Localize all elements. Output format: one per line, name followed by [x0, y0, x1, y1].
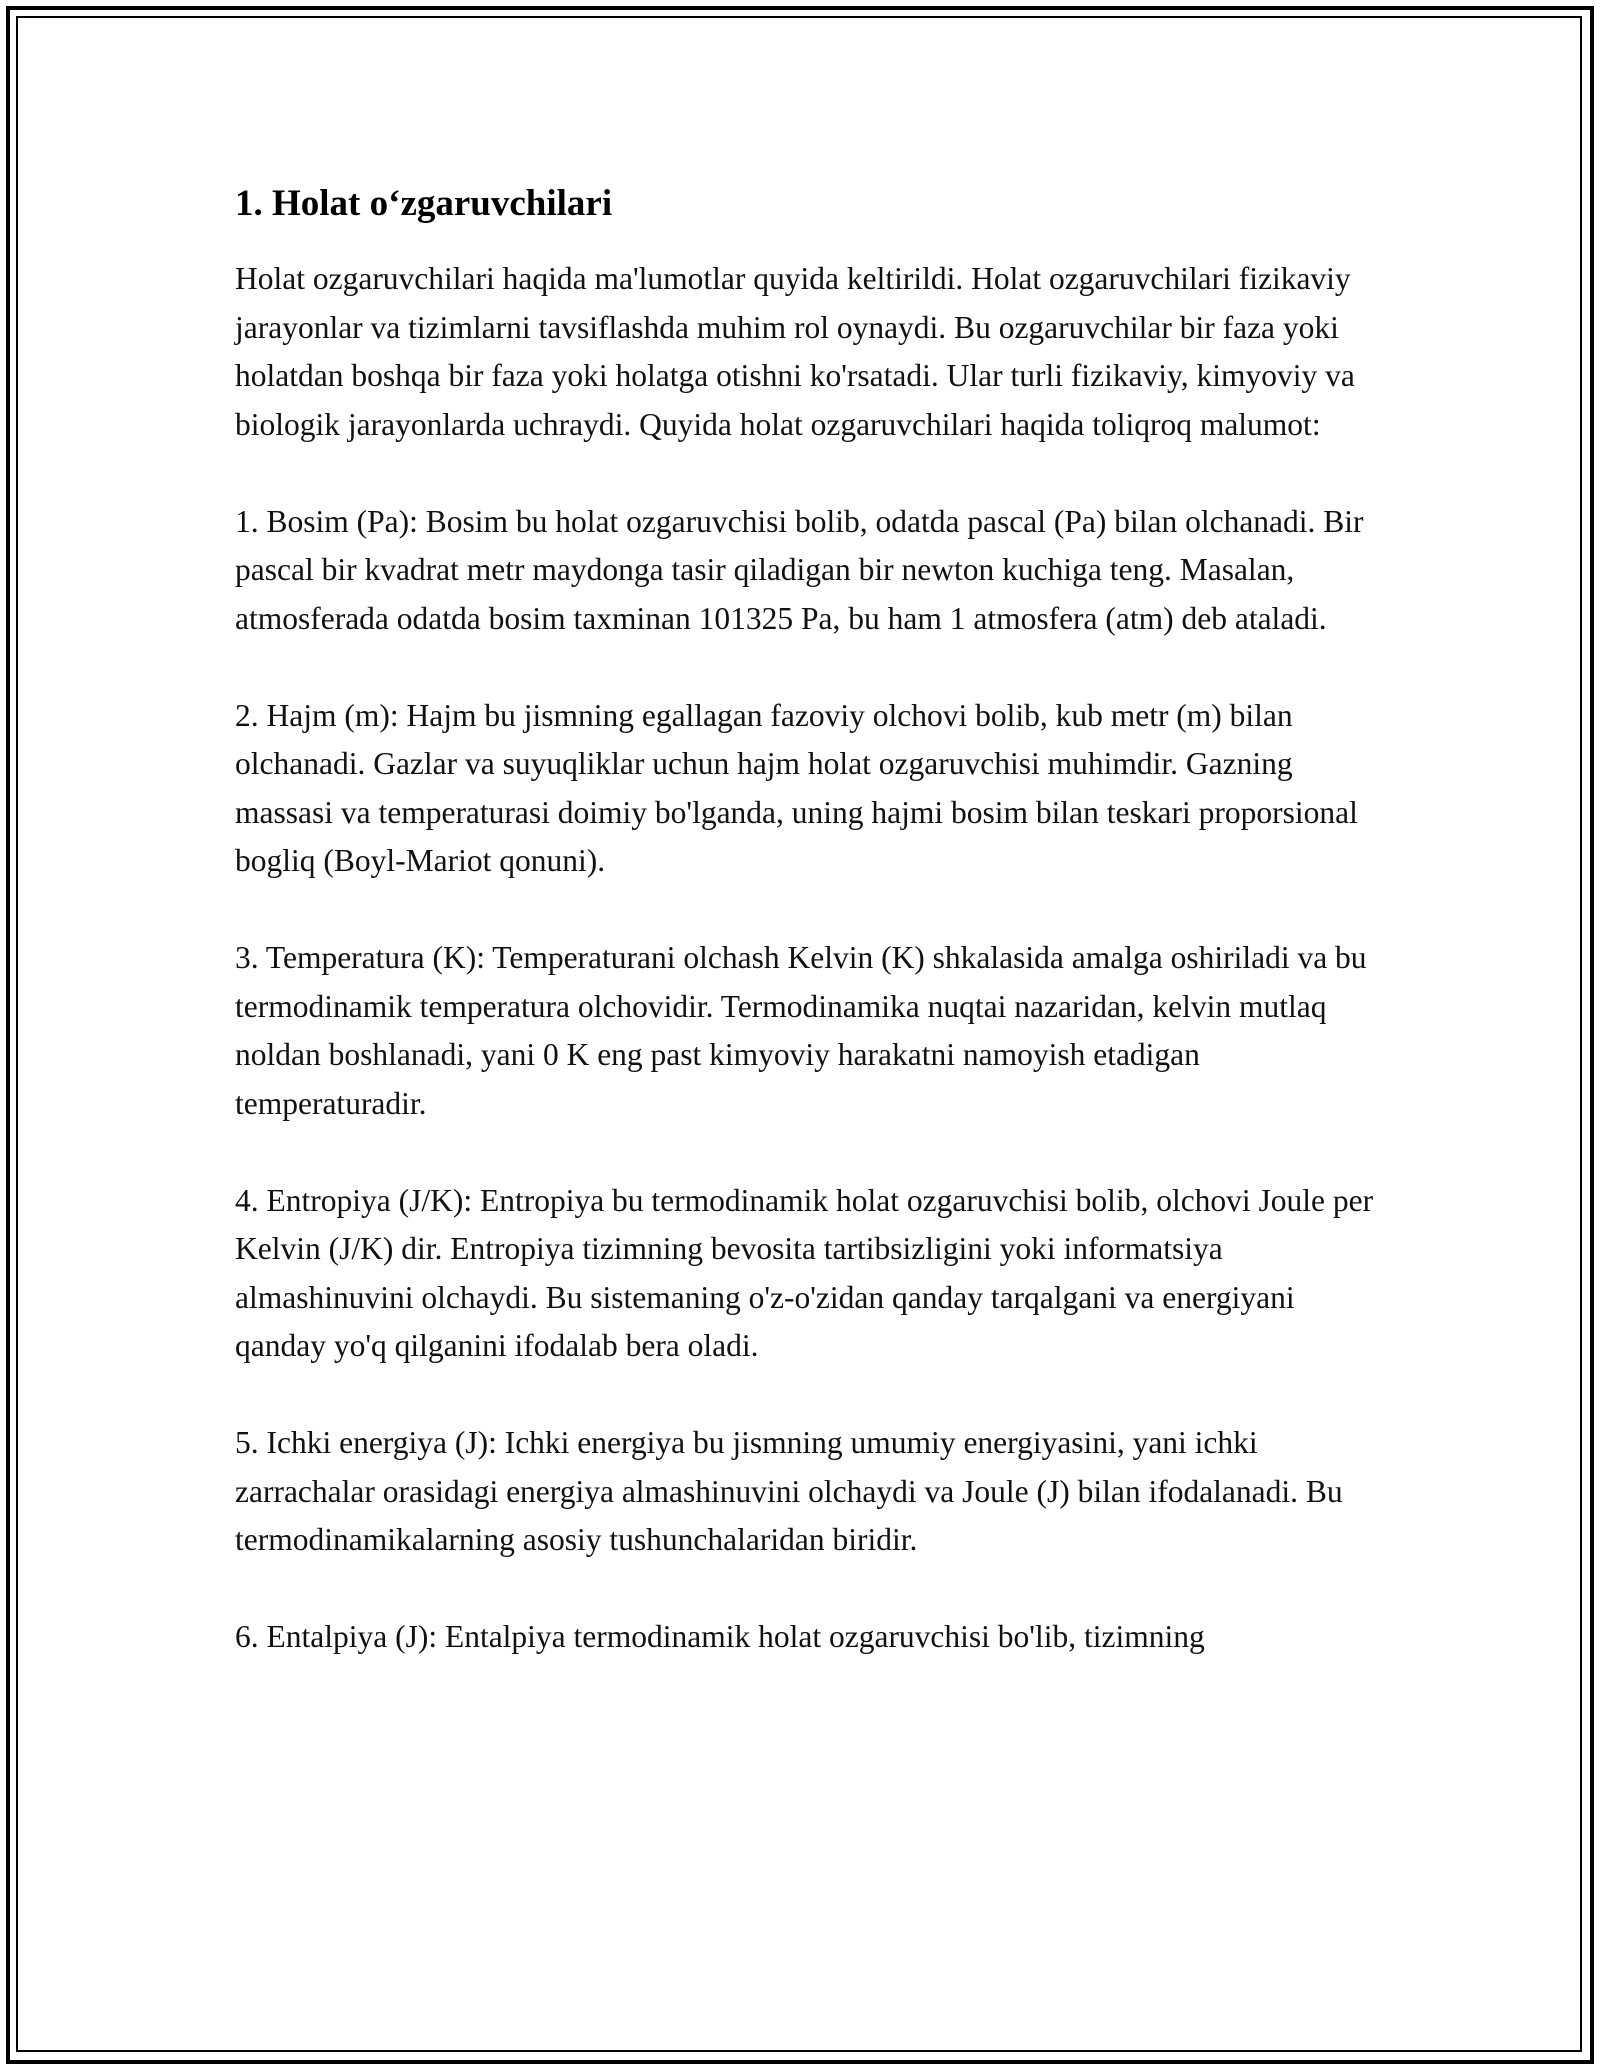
paragraph-entropy: 4. Entropiya (J/K): Entropiya bu termodinamik holat ozgaruvchisi bolib, olchovi Joule per Kelvin (J/K) dir. Entropiya tizimning bevosita tartibsizligini yoki informatsiya almashinuvini olchaydi. Bu sistemaning o'z-o'zidan qanday tarqalgani va energiyani qanday yo'q qilganini ifodalab bera oladi.	[235, 1182, 1374, 1363]
paragraph-internal-energy: 5. Ichki energiya (J): Ichki energiya bu jismning umumiy energiyasini, yani ichki zarrachalar orasidagi energiya almashinuvini olchaydi va Joule (J) bilan ifodalanadi. Bu termodinamikalarning asosiy tushunchalaridan biridir.	[235, 1425, 1343, 1557]
section-heading: 1. Holat o‘zgaruvchilari	[235, 183, 613, 224]
document-body	[235, 180, 1375, 1710]
paragraph-enthalpy: 6. Entalpiya (J): Entalpiya termodinamik holat ozgaruvchisi bo'lib, tizimning	[235, 1619, 1205, 1654]
paragraph-pressure: 1. Bosim (Pa): Bosim bu holat ozgaruvchisi bolib, odatda pascal (Pa) bilan olchanadi. Bir pascal bir kvadrat metr maydonga tasir qiladigan bir newton kuchiga teng. Masalan, atmosferada odatda bosim taxminan 101325 Pa, bu ham 1 atmosfera (atm) deb ataladi.	[235, 503, 1364, 636]
paragraph-temperature: 3. Temperatura (K): Temperaturani olchash Kelvin (K) shkalasida amalga oshiriladi va bu termodinamik temperatura olchovidir. Termodinamika nuqtai nazaridan, kelvin mutlaq noldan boshlanadi, yani 0 K eng past kimyoviy harakatni namoyish etadigan temperaturadir.	[235, 940, 1367, 1121]
intro-paragraph: Holat ozgaruvchilari haqida ma'lumotlar quyida keltirildi. Holat ozgaruvchilari fizikaviy jarayonlar va tizimlarni tavsiflashda muhim rol oynaydi. Bu ozgaruvchilar bir faza yoki holatdan boshqa bir faza yoki holatga otishni ko'rsatadi. Ular turli fizikaviy, kimyoviy va biologik jarayonlarda uchraydi. Quyida holat ozgaruvchilari haqida toliqroq malumot:	[235, 261, 1355, 442]
paragraph-volume: 2. Hajm (m): Hajm bu jismning egallagan fazoviy olchovi bolib, kub metr (m) bilan olchanadi. Gazlar va suyuqliklar uchun hajm holat ozgaruvchisi muhimdir. Gazning massasi va temperaturasi doimiy bo'lganda, uning hajmi bosim bilan teskari proporsional bogliq (Boyl-Mariot qonuni).	[235, 697, 1358, 878]
